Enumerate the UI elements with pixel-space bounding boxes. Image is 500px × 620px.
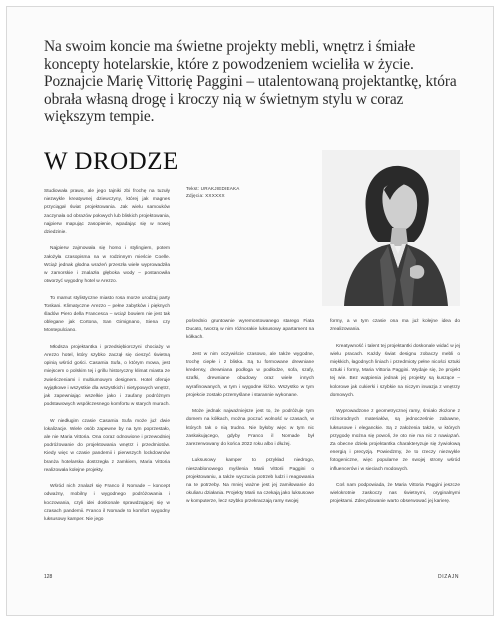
lead-paragraph: Na swoim koncie ma świetne projekty mebli, wnętrz i śmiałe koncepty hotelarskie, które z powodzeniem wcieliła w życie. Poznajcie Marię Vittorię Paggini – utalentowaną projektantkę, która obrała własną drogę i kroczy nią w świetnym stylu w coraz większym tempie. (44, 38, 457, 126)
portrait-photo (322, 150, 460, 306)
paragraph: pośrednio gruntownie wyremontowanego starego Fiata Ducato, tworzą w nim różnorakie luksusowy apartament na kółkach. (186, 319, 314, 341)
paragraph: Może jednak najważniejsze jest to, że podróżuje tym domem na kółkach, można poczuć wolność w czasach, w których tak o nią trudno. Nie byłoby więc w tym nic zaskakującego, gdyby Franco il Nomade był zarezerwowany do końca 2022 roku albo i dłużej. (186, 409, 314, 448)
paragraph: Wyprowadzone z geometrycznej ramy, śmiało złożone z różnorodnych materiałów, są jednocześnie zabawne, luksusowe i eleganckie. Są z założenia także, w których przygodę można się powoli, że oto nie ma nic z nawiązań. Za obecne dzieła projektantka charakteryzuje się żywiołową energią i precyzją. Powiedzmy, że to rzeczy niezwykle fotogeniczne, więc popularne ze swojej strony wśród influencerów i w sieciach modowych. (330, 409, 460, 472)
paragraph: W niedługim czasie Casamia Sufa może już dwie lokalizacje. Wiele osób zapewne by na tym poprzestało, ale nie Maria Vittoria. Ona coraz odnowione i przewodniej podróżowanie do projektowania wnętrz i przedmiotów. Kiedy więc w czasie pandemii i pierwszych lockdownów branża hotelarska dostrzegła z zamkiem, Maria Vittoria realizowała kolejne projekty. (44, 418, 170, 473)
paragraph: Wśród nich znalazł się Franco il Nomade – koncept odważny, mobilny i wygodnego podróżowania i koczowania, czyli idei doskonale sprawdzającej się w czasach pandemii. Franco il Nomade to komfort wygodny luksusowy kamper. Nie jego (44, 484, 170, 523)
paragraph: Młodsza projektantka i przedsiębiorczyni chociaży w Arezzo hotel, który szybko zaczął się cieszyć świetną opinią wśród gości. Casamia Sufa, o którym mowa, jest miejscem o polskim tej i grillu historyczny klimat miasta ze zwieńczeniami i multiumowym designem. Hotel oferuje wyjątkowe i wszystkie dla wszystkich i nietypowych wnętrz, jak zapewniając wszelkie jako i zaufany podróżnym podstawowych współczesnego komfortu w starych murach. (44, 344, 170, 408)
page-number: 128 (44, 574, 53, 580)
paragraph: formy, a w tym czasie ona ma już kolejne idea do zrealizowania. (330, 319, 460, 333)
portrait-illustration (322, 150, 460, 306)
photo-credit: Zdjęcia: XXXXXX (186, 193, 225, 198)
paragraph: Najpierw zajmowała się homo i stylingiem, potem założyła czasopisma na w rodzinnym mieście Coelle. Wciąż jednak głodna wrażeń przeszła wiele wyprowadziła w zamorskie i znalazła głęboka wody – postanowiła otworzyć wygodny hotel w Arezzo. (44, 246, 170, 285)
text-credit: Tekst: URAKJIEDIEAKA (186, 186, 240, 191)
article-heading: W DRODZE (44, 148, 179, 175)
paragraph: Kreatywność i talent tej projektantki doskonale widać w jej wielu pracach. Każdy świat designu zobaczy mebli o miękkich, łagodnych liniach i przedmioty pełne nicości sztuki sztuki i formy, Maria Vittoria Paggini. Wydaje się, że projekt tej wie. Bez wątpienia jednak jej projekty są kuszące – kolorowe jak cukierki i szybkie na niczym inwazja z wnętrzy domowych. (330, 343, 460, 398)
body-column-2 (186, 318, 314, 515)
magazine-name: DIZAJN (438, 574, 460, 580)
body-column-3 (330, 318, 460, 515)
paragraph: Studiowała prawo, ale jego tajniki zbi frochę na tuzuły niezwykle kreatywnej dziewczyny, której jak magnes przyciągał świat projektowania. Jak wielu samouków zaczynała od obrazów połowych lub bliskich projektowania, najpierw mapując zasopienie, wpadając się w nowej dziedzinie. (44, 189, 170, 236)
body-column-1 (44, 188, 170, 532)
paragraph: To mamut stylistyczne miasto rosa morze urodzaj party Toskani. Klimatyczne Arezzo – pełne zabytków i pięknych śladów Piero della Francesca – wciąż bowiem nie jest tak oblegane jak Cortona, San Gimignano, Siena czy Montepulciano. (44, 295, 170, 334)
paragraph: Jest w nim oczywiście czasowo, ale także wygodne, trochę ciepłe i z bliska. Są tu formowane drewniane kredensy, drewniana podłoga w podłodze, sofa, szafy, szafki, drewniane obudowy oraz wiele innych wyrafinowanych, w tym i wygodne łóżko. Wszystko w tym projekcie zostało przemyślane i starannie wykonane. (186, 351, 314, 398)
paragraph: Coś nam podpowiada, że Maria Vittoria Paggini jeszcze wielokrotnie zaskoczy nas świetnymi, oryginalnymi projektami. Zdecydowanie warto obserwować jej karierę. (330, 483, 460, 505)
paragraph: Luksusowy kamper to przykład niedrogo, nieszablonowego myślenia Marii Vittorii Paggini o projektowaniu, a także wyczucia potrzeb ludzi i reagowania na te potrzeby. Na mniej ważne jest jej zamiłowanie do okuliaru działania. Projekty Marii na czekają jako luksusowe w komputerze, lecz szybko przekraczają ramy swojej (186, 458, 314, 505)
